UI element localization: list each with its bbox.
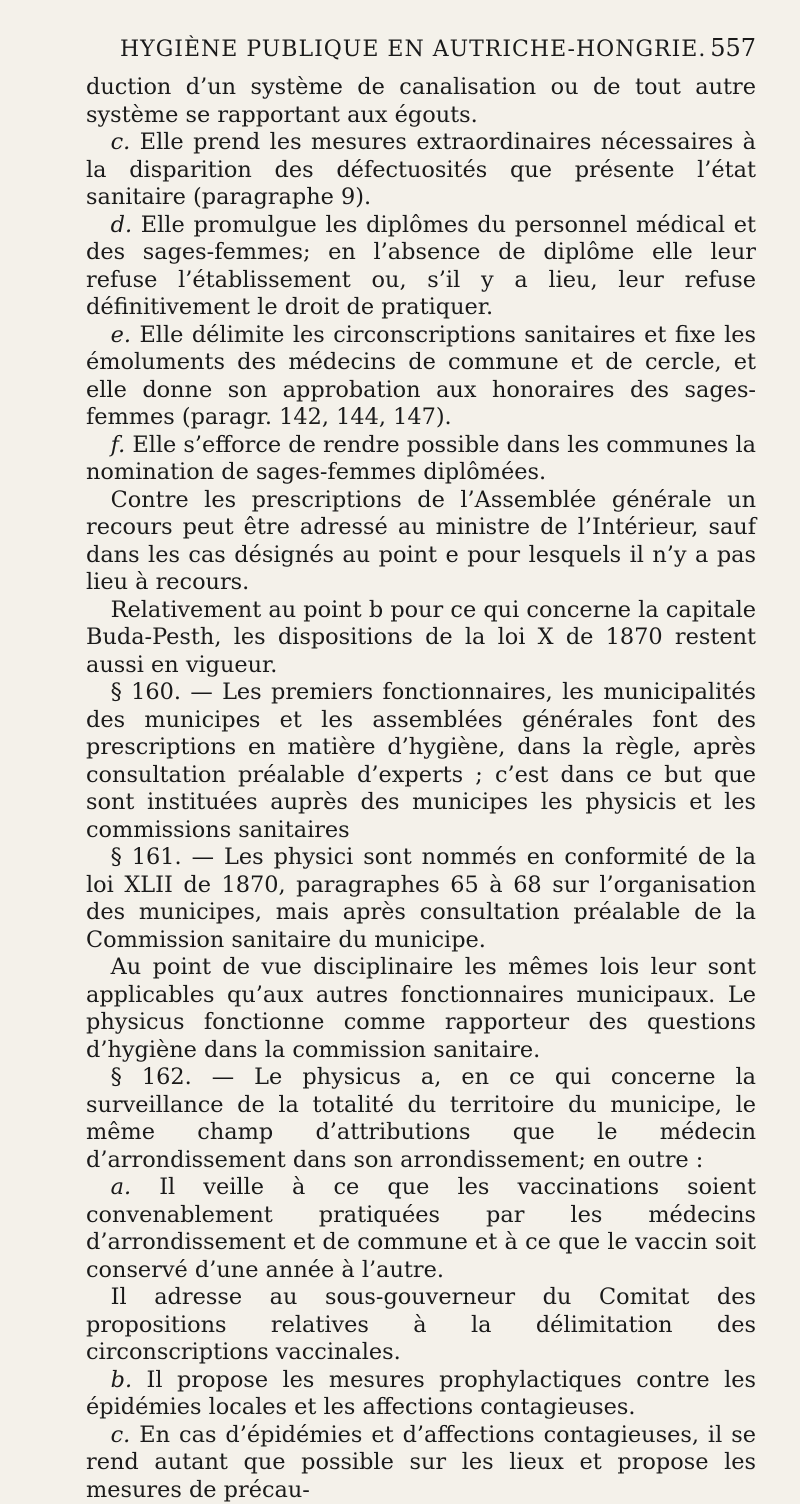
paragraph-text: En cas d’épidémies et d’affections contagieuses, il se rend autant que possible sur les lieux et propose les mesures de précau- — [86, 1422, 756, 1503]
paragraph-text: Contre les prescriptions de l’Assemblée générale un recours peut être adressé au ministre de l’Intérieur, sauf dans les cas désignés au point e pour lesquels il n’y a pas lieu à recours. — [86, 487, 756, 596]
paragraph-text: Elle prend les mesures extraordinaires nécessaires à la disparition des défectuosités que présente l’état sanitaire (paragraphe 9). — [86, 129, 756, 210]
paragraph — [86, 212, 756, 322]
paragraph-label: b. — [111, 1367, 132, 1393]
paragraph-label: f. — [111, 432, 126, 458]
paragraph-text: § 161. — Les physici sont nommés en conformité de la loi XLII de 1870, paragraphes 65 à 68 sur l’organisation des municipes, mais après consultation préalable de la Commission sanitaire du municipe. — [86, 844, 756, 953]
paragraph — [86, 1174, 756, 1284]
paragraph-text: Il adresse au sous-gouverneur du Comitat des propositions relatives à la délimitation des circonscriptions vaccinales. — [86, 1284, 756, 1365]
paragraph-text: Elle promulgue les diplômes du personnel médical et des sages-femmes; en l’absence de diplôme elle leur refuse l’établissement ou, s’il y a lieu, leur refuse définitivement le droit de pratiquer. — [86, 212, 756, 321]
paragraph-text: Elle délimite les circonscriptions sanitaires et fixe les émoluments des médecins de commune et de cercle, et elle donne son approbation aux honoraires des sages-femmes (paragr. 142, 144, 147). — [86, 322, 756, 431]
paragraph-text: duction d’un système de canalisation ou de tout autre système se rapportant aux égouts. — [86, 74, 756, 128]
paragraph-text: Au point de vue disciplinaire les mêmes lois leur sont applicables qu’aux autres fonctionnaires municipaux. Le physicus fonctionne comme rapporteur des questions d’hygiène dans la commission sanitaire. — [86, 954, 756, 1063]
paragraph-text: Relativement au point b pour ce qui concerne la capitale Buda-Pesth, les dispositions de la loi X de 1870 restent aussi en vigueur. — [86, 597, 756, 678]
paragraph — [86, 74, 756, 129]
page-header — [86, 34, 756, 74]
paragraph — [86, 597, 756, 680]
paragraph — [86, 679, 756, 844]
paragraph-label: c. — [111, 1422, 131, 1448]
paragraph — [86, 129, 756, 212]
paragraph-text: Il propose les mesures prophylactiques contre les épidémies locales et les affections contagieuses. — [86, 1367, 756, 1421]
paragraph-label: c. — [111, 129, 131, 155]
paragraph — [86, 322, 756, 432]
paragraph-label: a. — [111, 1174, 131, 1200]
paragraph-text: Il veille à ce que les vaccinations soient convenablement pratiquées par les médecins d’arrondissement et de commune et à ce que le vaccin soit conservé d’une année à l’autre. — [86, 1174, 756, 1283]
running-title: HYGIÈNE PUBLIQUE EN AUTRICHE-HONGRIE. — [120, 37, 706, 62]
page-number: 557 — [710, 34, 756, 62]
body-text — [86, 74, 756, 1504]
paragraph — [86, 1284, 756, 1367]
paragraph — [86, 1367, 756, 1422]
paragraph-text: § 162. — Le physicus a, en ce qui concerne la surveillance de la totalité du territoire du municipe, le même champ d’attributions que le médecin d’arrondissement dans son arrondissement; en outre : — [86, 1064, 756, 1173]
paragraph — [86, 954, 756, 1064]
paragraph-label: e. — [111, 322, 131, 348]
paragraph — [86, 1422, 756, 1504]
paragraph-text: Elle s’efforce de rendre possible dans les communes la nomination de sages-femmes diplômées. — [86, 432, 756, 486]
paragraph-label: d. — [111, 212, 132, 238]
paragraph-text: § 160. — Les premiers fonctionnaires, les municipalités des municipes et les assemblées générales font des prescriptions en matière d’hygiène, dans la règle, après consultation préalable d’experts ; c’est dans ce but que sont instituées auprès des municipes les physicis et les commissions sanitaires — [86, 679, 756, 843]
paragraph — [86, 1064, 756, 1174]
paragraph — [86, 844, 756, 954]
paragraph — [86, 432, 756, 487]
paragraph — [86, 487, 756, 597]
